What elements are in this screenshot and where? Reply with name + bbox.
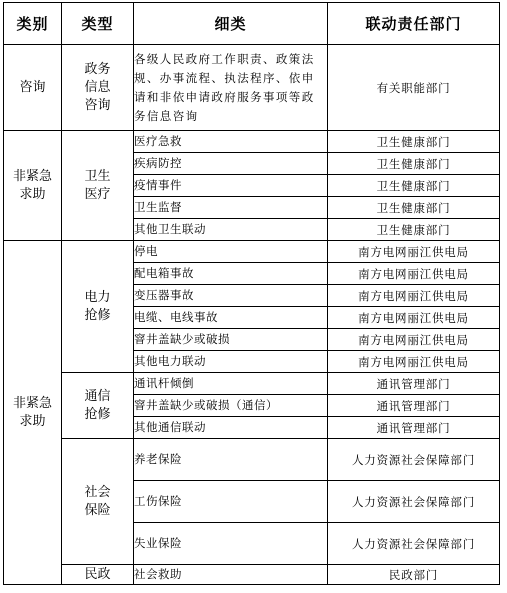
detail-cell: 工伤保险	[134, 481, 328, 523]
detail-cell: 其他卫生联动	[134, 219, 328, 241]
detail-cell: 变压器事故	[134, 285, 328, 307]
type-cell: 民政	[62, 565, 134, 585]
responsibility-table	[3, 2, 500, 585]
dept-cell: 卫生健康部门	[328, 153, 500, 175]
type-cell	[62, 241, 134, 373]
detail-cell: 通讯杆倾倒	[134, 373, 328, 395]
category-line: 非紧急	[12, 168, 52, 184]
type-cell	[62, 373, 134, 439]
dept-cell: 民政部门	[328, 565, 500, 585]
dept-cell: 南方电网丽江供电局	[328, 307, 500, 329]
dept-cell: 卫生健康部门	[328, 175, 500, 197]
table-row	[4, 565, 500, 585]
type-cell	[62, 439, 134, 565]
type-line: 社会	[84, 484, 111, 500]
detail-cell: 其他电力联动	[134, 351, 328, 373]
category-line: 求助	[19, 413, 46, 429]
header-detail: 细类	[134, 3, 328, 45]
category-cell	[4, 131, 62, 241]
category-line: 非紧急	[12, 395, 52, 411]
detail-cell: 窨井盖缺少或破损	[134, 329, 328, 351]
detail-cell: 失业保险	[134, 523, 328, 565]
dept-cell: 人力资源社会保障部门	[328, 481, 500, 523]
type-line: 政务	[84, 61, 111, 77]
type-line: 抢修	[84, 406, 111, 422]
dept-cell: 南方电网丽江供电局	[328, 329, 500, 351]
type-line: 医疗	[84, 186, 111, 202]
detail-cell: 医疗急救	[134, 131, 328, 153]
category-cell: 咨询	[4, 45, 62, 131]
detail-cell: 各级人民政府工作职责、政策法规、办事流程、执法程序、依申请和非依申请政府服务事项等政务信息咨询	[134, 45, 328, 131]
detail-cell: 疾病防控	[134, 153, 328, 175]
dept-cell: 人力资源社会保障部门	[328, 523, 500, 565]
dept-cell: 卫生健康部门	[328, 131, 500, 153]
header-category: 类别	[4, 3, 62, 45]
detail-cell: 卫生监督	[134, 197, 328, 219]
detail-cell: 配电箱事故	[134, 263, 328, 285]
detail-cell: 其他通信联动	[134, 417, 328, 439]
type-line: 卫生	[84, 168, 111, 184]
table-row	[4, 241, 500, 263]
table-row	[4, 131, 500, 153]
category-cell	[4, 241, 62, 585]
type-line: 电力	[84, 289, 111, 305]
dept-cell: 南方电网丽江供电局	[328, 351, 500, 373]
detail-cell: 养老保险	[134, 439, 328, 481]
dept-cell: 卫生健康部门	[328, 197, 500, 219]
category-line: 求助	[19, 186, 46, 202]
dept-cell: 南方电网丽江供电局	[328, 241, 500, 263]
dept-cell: 有关职能部门	[328, 45, 500, 131]
detail-cell: 停电	[134, 241, 328, 263]
table-row	[4, 45, 500, 131]
dept-cell: 通讯管理部门	[328, 395, 500, 417]
type-line: 信息	[84, 79, 111, 95]
detail-cell: 社会救助	[134, 565, 328, 585]
detail-cell: 疫情事件	[134, 175, 328, 197]
dept-cell: 南方电网丽江供电局	[328, 263, 500, 285]
type-line: 保险	[84, 502, 111, 518]
table-row	[4, 439, 500, 481]
type-line: 通信	[84, 388, 111, 404]
dept-cell: 人力资源社会保障部门	[328, 439, 500, 481]
detail-cell: 窨井盖缺少或破损（通信）	[134, 395, 328, 417]
type-line: 咨询	[84, 97, 111, 113]
dept-cell: 南方电网丽江供电局	[328, 285, 500, 307]
table-row	[4, 373, 500, 395]
type-cell	[62, 45, 134, 131]
dept-cell: 卫生健康部门	[328, 219, 500, 241]
header-type: 类型	[62, 3, 134, 45]
dept-cell: 通讯管理部门	[328, 417, 500, 439]
type-line: 抢修	[84, 307, 111, 323]
type-cell	[62, 131, 134, 241]
header-row	[4, 3, 500, 45]
dept-cell: 通讯管理部门	[328, 373, 500, 395]
header-dept: 联动责任部门	[328, 3, 500, 45]
detail-cell: 电缆、电线事故	[134, 307, 328, 329]
